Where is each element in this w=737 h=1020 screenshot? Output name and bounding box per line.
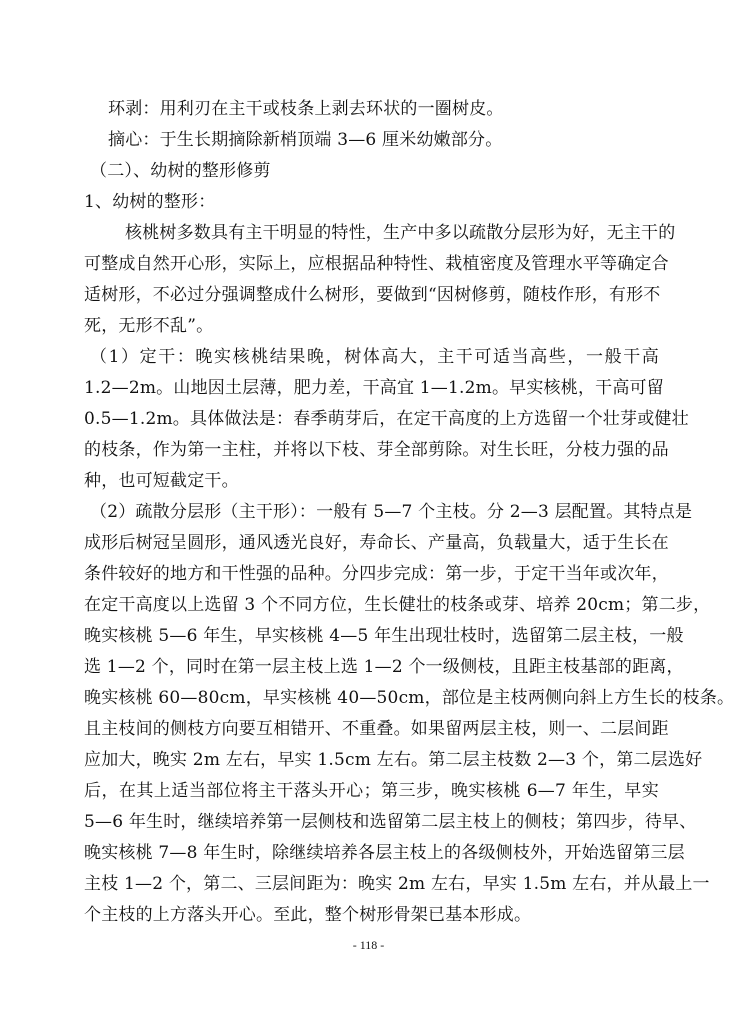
text-line: 环剥：用利刃在主干或枝条上剥去环状的一圈树皮。: [108, 99, 504, 119]
subsection-heading: 1、幼树的整形：: [84, 192, 216, 212]
section-heading: （二）、幼树的整形修剪: [90, 161, 271, 181]
text-line: 死，无形不乱”。: [84, 316, 214, 336]
text-line: 个主枝的上方落头开心。至此，整个树形骨架已基本形成。: [84, 905, 532, 925]
text-line: 晚实核桃 60—80cm，早实核桃 40—50cm，部位是主枝两侧向斜上方生长的枝条。: [84, 688, 735, 708]
text-line: （1）定干：晚实核桃结果晚，树体高大，主干可适当高些，一般干高: [90, 347, 659, 367]
text-line: 5—6 年生时，继续培养第一层侧枝和选留第二层主枝上的侧枝；第四步，待早、: [84, 812, 697, 832]
text-line: 在定干高度以上选留 3 个不同方位，生长健壮的枝条或芽、培养 20cm；第二步，: [84, 595, 711, 615]
text-line: 核桃树多数具有主干明显的特性，生产中多以疏散分层形为好，无主干的: [125, 223, 676, 243]
text-line: 主枝 1—2 个，第二、三层间距为：晚实 2m 左右，早实 1.5m 左右，并从最上一: [84, 874, 710, 894]
text-line: 成形后树冠呈圆形，通风透光良好，寿命长、产量高，负载量大，适于生长在: [84, 533, 669, 553]
text-line: 晚实核桃 7—8 年生时，除继续培养各层主枝上的各级侧枝外，开始选留第三层: [84, 843, 685, 863]
text-line: 晚实核桃 5—6 年生，早实核桃 4—5 年生出现壮枝时，选留第二层主枝，一般: [84, 626, 684, 646]
text-line: 选 1—2 个，同时在第一层主枝上选 1—2 个一级侧枝，且距主枝基部的距离，: [84, 657, 684, 677]
text-line: 后，在其上适当部位将主干落头开心；第三步，晚实核桃 6—7 年生，早实: [84, 781, 659, 801]
text-line: 适树形，不必过分强调整成什么树形，要做到“因树修剪，随枝作形，有形不: [84, 285, 661, 305]
text-line: 摘心：于生长期摘除新梢顶端 3—6 厘米幼嫩部分。: [108, 130, 503, 150]
text-line: 可整成自然开心形，实际上，应根据品种特性、栽植密度及管理水平等确定合: [84, 254, 669, 274]
page-number: - 118 -: [352, 938, 385, 952]
text-line: 应加大，晚实 2m 左右，早实 1.5cm 左右。第二层主枝数 2—3 个，第二层选好: [84, 750, 703, 770]
text-line: （2）疏散分层形（主干形）：一般有 5—7 个主枝。分 2—3 层配置。其特点是: [90, 502, 693, 522]
text-line: 0.5—1.2m。具体做法是：春季萌芽后，在定干高度的上方选留一个壮芽或健壮: [84, 409, 689, 429]
text-line: 条件较好的地方和干性强的品种。分四步完成：第一步，于定干当年或次年，: [84, 564, 669, 584]
text-line: 的枝条，作为第一主柱，并将以下枝、芽全部剪除。对生长旺，分枝力强的品: [84, 440, 669, 460]
text-line: 种，也可短截定干。: [84, 471, 239, 491]
text-line: 且主枝间的侧枝方向要互相错开、不重叠。如果留两层主枝，则一、二层间距: [84, 719, 669, 739]
text-line: 1.2—2m。山地因土层薄，肥力差，干高宜 1—1.2m。早实核桃，干高可留: [84, 378, 664, 398]
